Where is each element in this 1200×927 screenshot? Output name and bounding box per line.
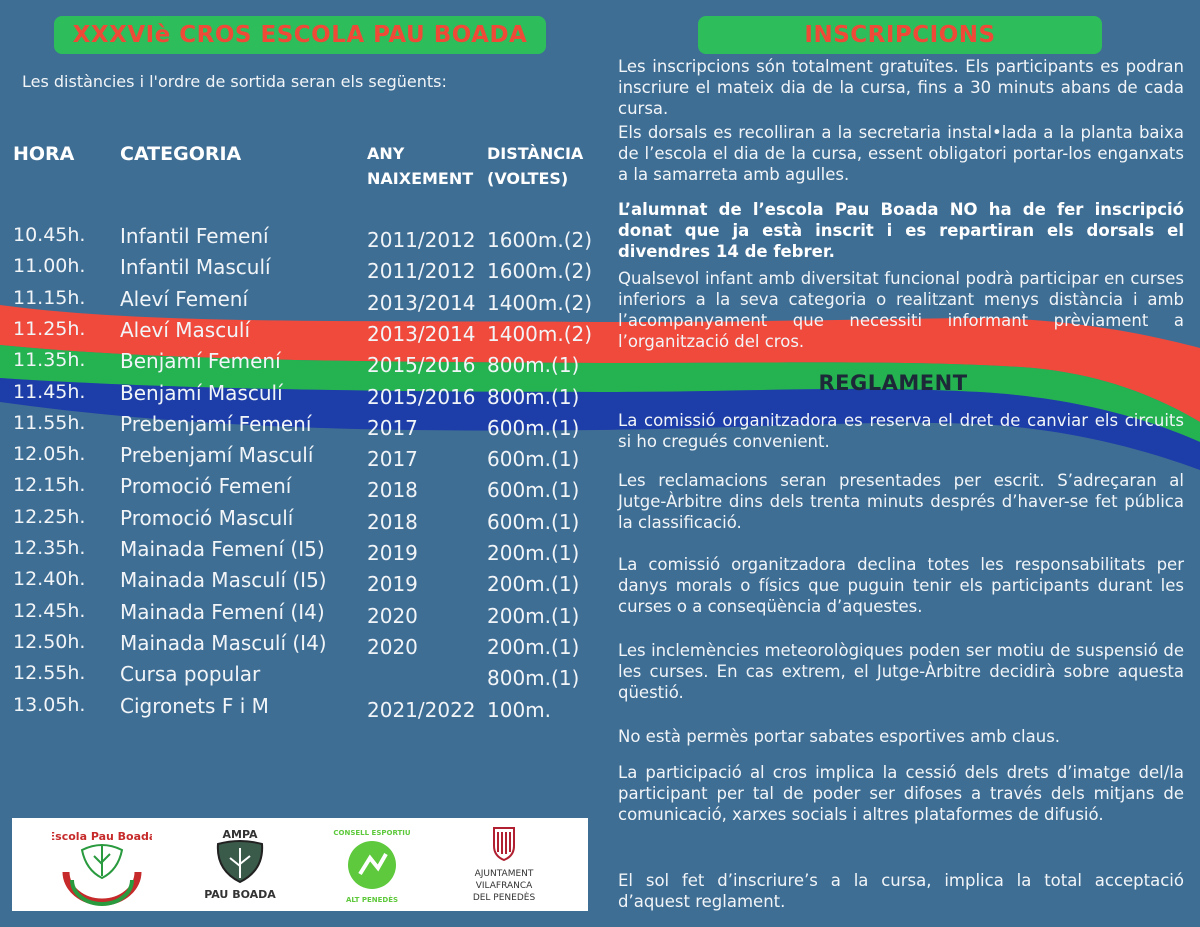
reglament-paragraph: La comissió organitzadora declina totes les responsabilitats per danys morals o físics que puguin tenir els participants durant les curses o a conseqüència d’aquestes.: [618, 555, 1184, 616]
cell-categoria: Aleví Masculí: [120, 317, 251, 342]
cell-hora: 13.05h.: [13, 693, 86, 716]
table-row: [0, 596, 600, 627]
cell-hora: 12.45h.: [13, 599, 86, 622]
header-dist-line2: (VOLTES): [487, 169, 569, 188]
cell-distancia: 1600m.(2): [487, 259, 593, 284]
table-row: [0, 564, 600, 595]
reglament-title: REGLAMENT: [818, 371, 968, 395]
table-row: [0, 377, 600, 408]
event-title: XXXVIè CROS ESCOLA PAU BOADA: [54, 16, 546, 54]
cell-distancia: 600m.(1): [487, 478, 580, 503]
cell-hora: 12.35h.: [13, 537, 86, 559]
cell-hora: 11.55h.: [13, 411, 86, 434]
cell-hora: 10.45h.: [13, 224, 86, 246]
cell-hora: 12.15h.: [13, 474, 86, 497]
cell-hora: 11.45h.: [13, 380, 86, 403]
cell-hora: 11.25h.: [13, 317, 86, 340]
cell-categoria: Mainada Femení (I5): [120, 537, 325, 561]
table-row: [0, 408, 600, 439]
cell-categoria: Benjamí Femení: [120, 349, 281, 374]
inscripcions-paragraph: Els dorsals es recolliran a la secretaria instal•lada a la planta baixa de l’escola el dia de la cursa, essent obligatori portar-los enganxats a la samarreta amb agulles.: [618, 123, 1184, 184]
cell-any: 2013/2014: [367, 290, 476, 315]
table-row: [0, 251, 600, 282]
cell-distancia: 200m.(1): [487, 603, 580, 628]
table-row: [0, 314, 600, 345]
cell-distancia: 600m.(1): [487, 509, 580, 534]
cell-distancia: 100m.: [487, 697, 552, 722]
table-row: [0, 220, 600, 251]
cell-any: 2018: [367, 478, 418, 503]
inscripcions-paragraph: Les inscripcions són totalment gratuïtes. Els participants es podran inscriure el mateix dia de la cursa, fins a 30 minuts abans de cada cursa.: [618, 57, 1184, 118]
cell-categoria: Benjamí Masculí: [120, 380, 283, 405]
cell-categoria: Prebenjamí Masculí: [120, 443, 314, 468]
inscripcions-title: INSCRIPCIONS: [698, 16, 1102, 54]
cell-hora: 11.00h.: [13, 255, 86, 278]
cell-distancia: 200m.(1): [487, 541, 580, 565]
cell-any: 2017: [367, 415, 418, 440]
cell-distancia: 200m.(1): [487, 572, 580, 597]
cell-any: 2015/2016: [367, 353, 476, 378]
table-row: [0, 439, 600, 470]
reglament-paragraph: La comissió organitzadora es reserva el dret de canviar els circuits si ho cregués convenient.: [618, 411, 1184, 451]
cell-hora: 11.15h.: [13, 286, 86, 309]
cell-categoria: Infantil Femení: [120, 224, 269, 248]
header-dist-line1: DISTÀNCIA: [487, 144, 584, 163]
table-row: [0, 470, 600, 501]
reglament-paragraph: Les inclemències meteorològiques poden ser motiu de suspensió de les curses. En cas extrem, el Jutge-Àrbitre decidirà sobre aquesta qüestió.: [618, 641, 1184, 702]
header-hora: HORA: [13, 143, 75, 165]
escola-pau-boada-logo: [52, 824, 152, 906]
table-row: [0, 627, 600, 658]
consell-logo-bottom: ALT PENEDÈS: [345, 896, 399, 904]
cell-distancia: 800m.(1): [487, 353, 580, 378]
header-any-naixement: [367, 141, 473, 191]
cell-any: 2020: [367, 634, 418, 659]
reglament-paragraph: La participació al cros implica la cessió dels drets d’imatge del/la participant per tal de poder ser difoses a través dels mitjans de comunicació, xarxes socials i altres plataformes de difusió.: [618, 763, 1184, 824]
reglament-paragraph: No està permès portar sabates esportives amb claus.: [618, 727, 1061, 746]
cell-categoria: Cursa popular: [120, 662, 261, 687]
escola-logo-text: Escola Pau Boada: [52, 830, 152, 843]
cell-hora: 12.50h.: [13, 630, 86, 653]
cell-any: 2015/2016: [367, 384, 476, 409]
cell-any: 2019: [367, 541, 418, 565]
ajuntament-line2: VILAFRANCA: [475, 881, 533, 891]
cell-categoria: Mainada Masculí (I4): [120, 630, 327, 655]
cell-categoria: Promoció Masculí: [120, 505, 294, 530]
sponsor-logos: [12, 818, 588, 911]
header-distancia: [487, 141, 583, 191]
cell-any: 2011/2012: [367, 259, 476, 284]
header-any-line1: ANY: [367, 144, 405, 163]
inscripcions-paragraph: Qualsevol infant amb diversitat funcional podrà participar en curses inferiors a la seva categoria o realitzant menys distància i amb l’acompanyament que necessiti informant prèviament a l’organització del cros.: [618, 269, 1184, 351]
cell-categoria: Aleví Femení: [120, 286, 249, 311]
cell-any: 2011/2012: [367, 228, 476, 252]
header-any-line2: NAIXEMENT: [367, 169, 474, 188]
ampa-logo-top: AMPA: [222, 828, 258, 841]
cell-distancia: 1400m.(2): [487, 321, 593, 346]
cell-any: 2017: [367, 447, 418, 472]
cell-categoria: Prebenjamí Femení: [120, 411, 312, 436]
table-row: [0, 502, 600, 533]
reglament-paragraph: Les reclamacions seran presentades per escrit. S’adreçaran al Jutge-Àrbitre dins dels trenta minuts després d’haver-se fet pública la classificació.: [618, 471, 1184, 532]
cell-distancia: 1400m.(2): [487, 290, 593, 315]
cell-any: 2018: [367, 509, 418, 534]
inscripcions-paragraph-bold: L’alumnat de l’escola Pau Boada NO ha de fer inscripció donat que ja està inscrit i es repartiran els dorsals el divendres 14 de febrer.: [618, 200, 1184, 261]
cell-distancia: 600m.(1): [487, 415, 580, 440]
header-categoria: CATEGORIA: [120, 143, 242, 165]
intro-text: Les distàncies i l'ordre de sortida seran els següents:: [22, 72, 447, 91]
table-row: [0, 690, 600, 721]
cell-hora: 11.35h.: [13, 349, 86, 372]
cell-distancia: 200m.(1): [487, 634, 580, 659]
cell-hora: 12.05h.: [13, 443, 86, 466]
cell-distancia: 800m.(1): [487, 384, 580, 409]
cell-categoria: Promoció Femení: [120, 474, 292, 499]
cell-distancia: 600m.(1): [487, 447, 580, 472]
ajuntament-vilafranca-logo: [454, 824, 554, 906]
cell-any: 2019: [367, 572, 418, 597]
cell-any: 2020: [367, 603, 418, 628]
consell-esportiu-logo: [322, 824, 422, 906]
ajuntament-line3: DEL PENEDÈS: [472, 893, 536, 903]
ajuntament-line1: AJUNTAMENT: [474, 869, 534, 879]
cell-categoria: Mainada Femení (I4): [120, 599, 325, 624]
cell-categoria: Infantil Masculí: [120, 255, 271, 280]
cell-any: 2013/2014: [367, 321, 476, 346]
cell-distancia: 800m.(1): [487, 666, 580, 691]
table-row: [0, 533, 600, 564]
cell-hora: 12.40h.: [13, 568, 86, 591]
reglament-paragraph: El sol fet d’inscriure’s a la cursa, implica la total acceptació d’aquest reglament.: [618, 871, 1184, 911]
cell-hora: 12.25h.: [13, 505, 86, 528]
cell-categoria: Mainada Masculí (I5): [120, 568, 327, 593]
consell-logo-top: CONSELL ESPORTIU: [333, 829, 411, 837]
cell-any: 2021/2022: [367, 697, 476, 722]
ampa-logo: [190, 824, 290, 906]
table-row: [0, 658, 600, 689]
cell-hora: 12.55h.: [13, 662, 86, 685]
table-row: [0, 345, 600, 376]
ampa-logo-bottom: PAU BOADA: [204, 888, 276, 901]
cell-distancia: 1600m.(2): [487, 228, 593, 252]
cell-categoria: Cigronets F i M: [120, 693, 269, 718]
table-row: [0, 283, 600, 314]
